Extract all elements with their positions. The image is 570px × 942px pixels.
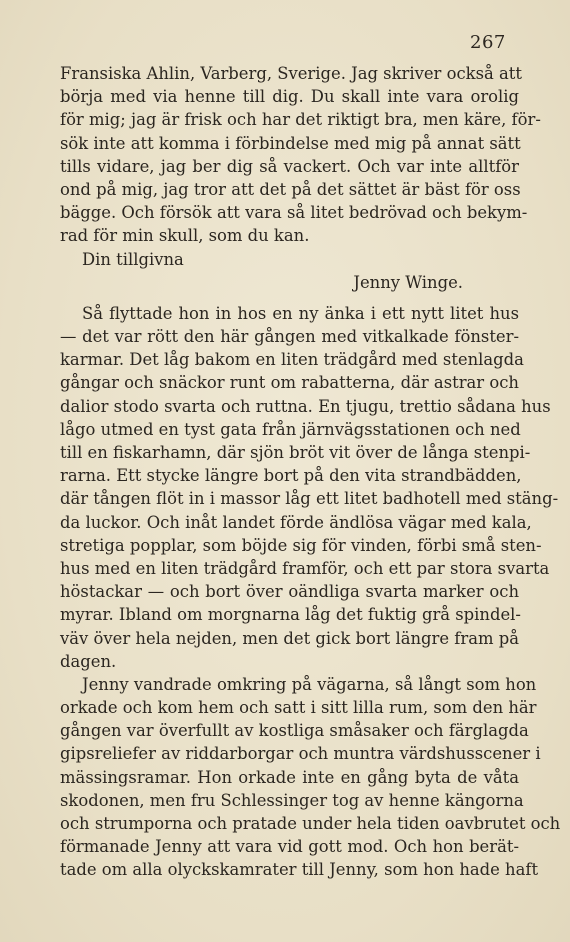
text-line: tills vidare, jag ber dig så vackert. Och var inte alltför <box>60 156 519 176</box>
body-text <box>60 62 561 882</box>
text-line: där tången flöt in i massor låg ett litet badhotell med stäng- <box>60 489 559 509</box>
text-line: sök inte att komma i förbindelse med mig på annat sätt <box>60 133 521 153</box>
text-line: börja med via henne till dig. Du skall inte vara orolig <box>60 87 519 107</box>
text-line: bägge. Och försök att vara så litet bedrövad och bekym- <box>60 203 528 223</box>
text-line: förmanade Jenny att vara vid gott mod. Och hon berät- <box>60 837 519 857</box>
text-line: gångar och snäckor runt om rabatterna, där astrar och <box>60 373 519 393</box>
text-line: lågo utmed en tyst gata från järnvägsstationen och ned <box>60 419 521 439</box>
text-line: karmar. Det låg bakom en liten trädgård med stenlagda <box>60 350 524 370</box>
text-line: myrar. Ibland om morgnarna låg det fuktig grå spindel- <box>60 605 521 625</box>
text-line: tade om alla olyckskamrater till Jenny, som hon hade haft <box>60 860 539 880</box>
text-line: hus med en liten trädgård framför, och ett par stora svarta <box>60 558 550 578</box>
paragraph-gap <box>60 294 519 302</box>
text-line: dalior stodo svarta och ruttna. En tjugu, trettio sådana hus <box>60 396 551 416</box>
text-line: skodonen, men fru Schlessinger tog av henne kängorna <box>60 790 524 810</box>
text-line: Fransiska Ahlin, Varberg, Sverige. Jag skriver också att <box>60 64 522 83</box>
text-line: da luckor. Och inåt landet förde ändlösa vägar med kala, <box>60 512 532 532</box>
text-line: och strumporna och pratade under hela tiden oavbrutet och <box>60 814 561 833</box>
text-line: ond på mig, jag tror att det på det sättet är bäst för oss <box>60 179 521 199</box>
text-line: dagen. <box>60 651 117 671</box>
page-number: 267 <box>470 32 506 53</box>
text-line: rad för min skull, som du kan. <box>60 226 310 246</box>
text-line: stretiga popplar, som böjde sig för vinden, förbi små sten- <box>60 535 542 555</box>
text-line: gången var överfullt av kostliga småsaker och färglagda <box>60 721 529 741</box>
text-line: rarna. Ett stycke längre bort på den vita strandbädden, <box>60 466 522 486</box>
text-line: gipsreliefer av riddarborgar och muntra värdshusscener i <box>60 744 541 764</box>
text-line: för mig; jag är frisk och har det riktigt bra, men käre, för- <box>60 110 541 130</box>
text-line: — det var rött den här gången med vitkalkade fönster- <box>60 327 519 347</box>
text-line: Din tillgivna <box>82 249 184 269</box>
text-line: höstackar — och bort över oändliga svarta marker och <box>60 582 519 602</box>
text-line: Jenny vandrade omkring på vägarna, så långt som hon <box>82 674 537 694</box>
text-line: orkade och kom hem och satt i sitt lilla rum, som den här <box>60 698 537 718</box>
text-line: mässingsramar. Hon orkade inte en gång byta de våta <box>60 767 519 787</box>
text-line: Jenny Winge. <box>353 272 463 292</box>
text-line: väv över hela nejden, men det gick bort längre fram på <box>60 628 519 648</box>
text-line: Så flyttade hon in hos en ny änka i ett nytt litet hus <box>82 303 519 323</box>
text-line: till en fiskarhamn, där sjön bröt vit över de långa stenpi- <box>60 443 531 462</box>
